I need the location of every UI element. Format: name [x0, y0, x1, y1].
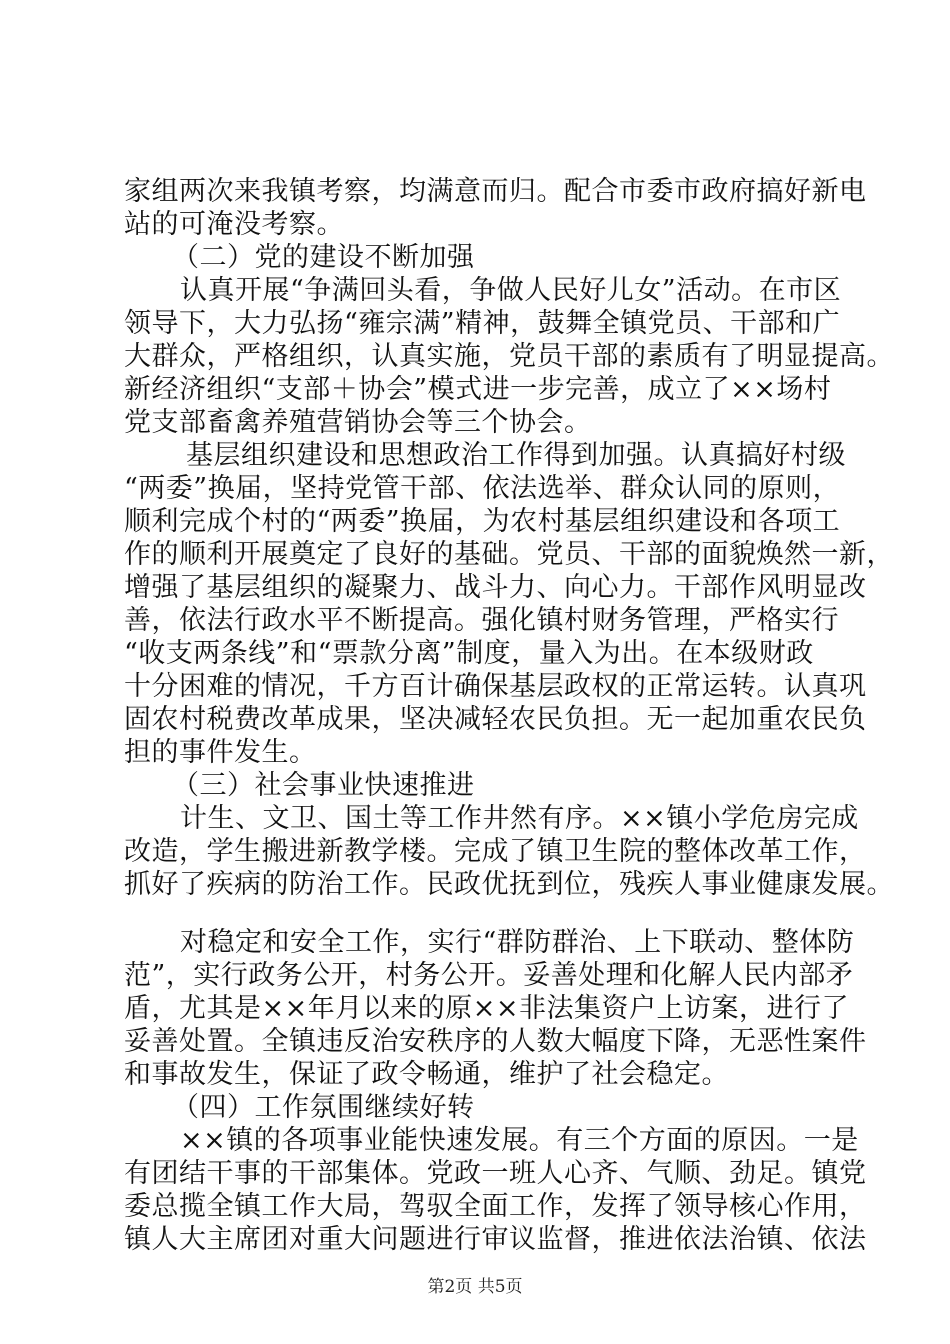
body-text-line: 对稳定和安全工作，实行“群防群治、上下联动、整体防 [180, 927, 855, 958]
body-text-line: 盾，尤其是××年月以来的原××非法集资户上访案，进行了 [124, 993, 849, 1024]
section-heading: （二）党的建设不断加强 [172, 242, 475, 273]
body-text-line: 妥善处置。全镇违反治安秩序的人数大幅度下降，无恶性案件 [124, 1026, 867, 1057]
body-text-line: 领导下，大力弘扬“雍宗满”精神，鼓舞全镇党员、干部和广 [124, 308, 841, 339]
body-text-line: 大群众，严格组织，认真实施，党员干部的素质有了明显提高。 [124, 341, 894, 372]
body-text-line: 固农村税费改革成果，坚决减轻农民负担。无一起加重农民负 [124, 704, 867, 735]
body-text-line: 家组两次来我镇考察，均满意而归。配合市委市政府搞好新电 [124, 176, 867, 207]
body-text-line: ××镇的各项事业能快速发展。有三个方面的原因。一是 [180, 1125, 859, 1156]
section-heading: （四）工作氛围继续好转 [172, 1092, 475, 1123]
body-text-line: 有团结干事的干部集体。党政一班人心齐、气顺、劲足。镇党 [124, 1158, 867, 1189]
body-text-line: 改造，学生搬进新教学楼。完成了镇卫生院的整体改革工作， [124, 836, 867, 867]
body-text-line: 基层组织建设和思想政治工作得到加强。认真搞好村级 [186, 440, 846, 471]
body-text-line: “收支两条线”和“票款分离”制度，量入为出。在本级财政 [124, 638, 814, 669]
body-text-line: 增强了基层组织的凝聚力、战斗力、向心力。干部作风明显改 [124, 572, 867, 603]
page-number-text: 第2页 共5页 [427, 1277, 523, 1297]
body-text-line: 作的顺利开展奠定了良好的基础。党员、干部的面貌焕然一新， [124, 539, 894, 570]
page-footer [0, 1276, 950, 1298]
body-text-line: 善，依法行政水平不断提高。强化镇村财务管理，严格实行 [124, 605, 839, 636]
body-text-line: 镇人大主席团对重大问题进行审议监督，推进依法治镇、依法 [124, 1224, 867, 1255]
body-text-line: 认真开展“争满回头看，争做人民好儿女”活动。在市区 [180, 275, 842, 306]
body-text-line: 范”，实行政务公开，村务公开。妥善处理和化解人民内部矛 [124, 960, 854, 991]
body-text-line: “两委”换届，坚持党管干部、依法选举、群众认同的原则， [124, 473, 841, 504]
body-text-line: 委总揽全镇工作大局，驾驭全面工作，发挥了领导核心作用， [124, 1191, 867, 1222]
body-text-line: 党支部畜禽养殖营销协会等三个协会。 [124, 407, 592, 438]
body-text-line: 站的可淹没考察。 [124, 209, 344, 240]
body-text-line: 抓好了疾病的防治工作。民政优抚到位，残疾人事业健康发展。 [124, 869, 894, 900]
section-heading: （三）社会事业快速推进 [172, 770, 475, 801]
body-text-line: 新经济组织“支部＋协会”模式进一步完善，成立了××场村 [124, 374, 832, 405]
body-text-line: 十分困难的情况，千方百计确保基层政权的正常运转。认真巩 [124, 671, 867, 702]
body-text-line: 计生、文卫、国土等工作井然有序。××镇小学危房完成 [180, 803, 859, 834]
body-text-line: 担的事件发生。 [124, 737, 317, 768]
body-text-line: 顺利完成个村的“两委”换届，为农村基层组织建设和各项工 [124, 506, 841, 537]
body-text-line: 和事故发生，保证了政令畅通，维护了社会稳定。 [124, 1059, 729, 1090]
